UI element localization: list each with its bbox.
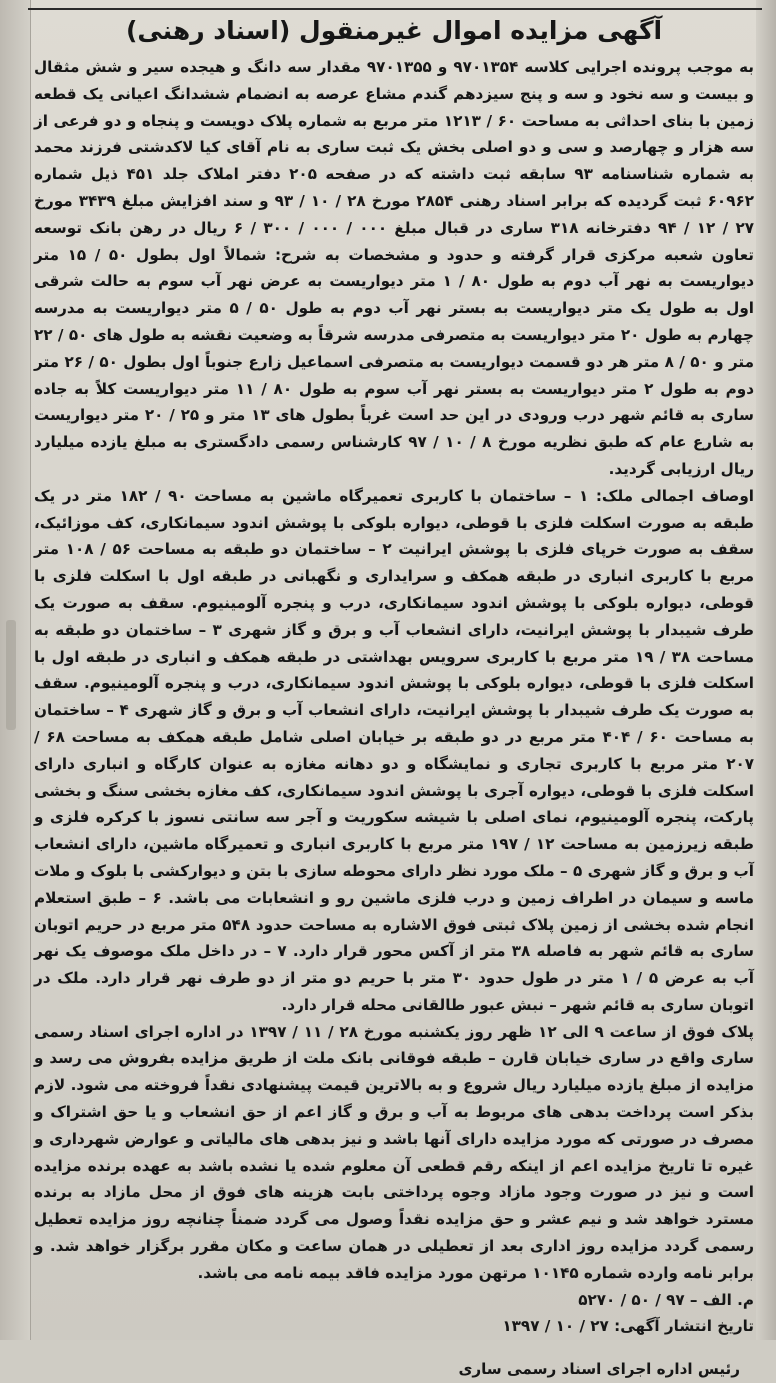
scan-shadow [6,620,16,730]
notice-paragraph-property: به موجب پرونده اجرایی کلاسه ۹۷۰۱۳۵۴ و ۹۷۰۱۳۵۵ مقدار سه دانگ و هیجده سیر و شش مثقال و بیست و سه نخود و سه و پنج سیزدهم گندم مشاع عرصه به انضمام ششدانگ اعیانی یک قطعه زمین با بنای احداثی به مساحت ۶۰ / ۱۲۱۳ متر مربع به شماره پلاک دویست و پنجاه و دو فرعی از سه هزار و چهارصد و سی و دو اصلی بخش یک ثبت ساری به نام آقای کیا لاکدشتی فرزند محمد به شماره شناسنامه ۹۳ سابقه ثبت داشته که در صفحه ۲۰۵ دفتر املاک جلد ۴۵۱ ذیل شماره ۶۰۹۶۲ ثبت گردیده که برابر اسناد رهنی ۲۸۵۴ مورخ ۲۸ / ۱۰ / ۹۳ و سند افزایش مبلغ ۳۴۳۹ مورخ ۲۷ / ۱۲ / ۹۴ دفترخانه ۳۱۸ ساری در قبال مبلغ ۰۰۰ / ۰۰۰ / ۳۰۰ / ۶ ریال در رهن بانک توسعه تعاون شعبه مرکزی قرار گرفته و حدود و مشخصات به شرح: شمالاً اول بطول ۵۰ / ۱۵ متر دیواریست به نهر آب دوم به طول ۸۰ / ۱ متر دیواریست به عرض نهر آب سوم به حالت شرقی اول به طول یک متر دیواریست به بستر نهر آب دوم به طول ۵۰ / ۵ متر دیواریست به مدرسه چهارم به طول ۲۰ متر دیواریست به متصرفی مدرسه شرقاً به وضعیت نقشه به طول های ۵۰ / ۲۲ متر و ۵۰ / ۸ متر هر دو قسمت دیواریست به متصرفی اسماعیل زارع جنوباً اول بطول ۵۰ / ۲۶ متر دوم به طول ۲ متر دیواریست به بستر نهر آب سوم به طول ۸۰ / ۱۱ متر دیواریست کلاً به جاده ساری به قائم شهر درب ورودی در این حد است غرباً بطول های ۱۳ متر و ۲۵ / ۲۰ متر دیواریست به شارع عام که طبق نظریه مورخ ۸ / ۱۰ / ۹۷ کارشناس رسمی دادگستری به مبلغ یازده میلیارد ریال ارزیابی گردید. [34,58,755,478]
notice-paragraph-auction-terms: پلاک فوق از ساعت ۹ الی ۱۲ ظهر روز یکشنبه مورخ ۲۸ / ۱۱ / ۱۳۹۷ در اداره اجرای اسناد رسمی ساری واقع در ساری خیابان قارن – طبقه فوقانی بانک ملت از طریق مزایده بفروش می رسد و مزایده از مبلغ یازده میلیارد ریال شروع و به بالاترین قیمت پیشنهادی نقداً فروخته می شود. لازم بذکر است پرداخت بدهی های مربوط به آب و برق و گاز اعم از حق انشعاب و یا حق اشتراک و مصرف در صورتی که مورد مزایده دارای آنها باشد و نیز بدهی های مالیاتی و عوارض شهرداری و غیره تا تاریخ مزایده اعم از اینکه رقم قطعی آن معلوم شده یا نشده باشد به عهده برنده مزایده است و نیز در صورت وجود مازاد وجوه پرداختی بابت هزینه های فوق از محل مازاد به برنده مسترد خواهد شد و نیم عشر و حق مزایده نقداً وصول می گردد ضمناً چنانچه روز مزایده تعطیل رسمی گردد مزایده روز اداری بعد از تعطیلی در همان ساعت و مکان مقرر برگزار خواهد شد. و برابر نامه وارده شماره ۱۰۱۴۵ مرتهن مورد مزایده فاقد بیمه نامه می باشد. [34,1022,754,1282]
notice-paragraph-description: اوصاف اجمالی ملک: ۱ – ساختمان با کاربری تعمیرگاه ماشین به مساحت ۹۰ / ۱۸۲ متر در یک طبقه به صورت اسکلت فلزی با قوطی، دیواره بلوکی با پوشش اندود سیمانکاری، کف موزائیک، سقف به صورت خرپای فلزی با پوشش ایرانیت ۲ – ساختمان دو طبقه به مساحت ۵۶ / ۱۰۸ متر مربع با کاربری انباری در طبقه همکف و سرایداری و نگهبانی در طبقه اول با اسکلت فلزی با قوطی، دیواره بلوکی با پوشش اندود سیمانکاری، درب و پنجره آلومینیوم. سقف به صورت یک طرف شیبدار با پوشش ایرانیت، دارای انشعاب آب و برق و گاز شهری ۳ – ساختمان دو طبقه به مساحت ۳۸ / ۱۹ متر مربع با کاربری سرویس بهداشتی در طبقه همکف و انباری در طبقه اول با اسکلت فلزی با قوطی، دیواره بلوکی با پوشش اندود سیمانکاری، درب و پنجره آلومینیوم. سقف به صورت یک طرف شیبدار با پوشش ایرانیت، دارای انشعاب آب و برق و گاز شهری ۴ – ساختمان به مساحت ۶۰ / ۴۰۴ متر مربع در دو طبقه بر خیابان اصلی شامل طبقه همکف به مساحت ۶۸ / ۲۰۷ متر مربع با کاربری تجاری و نمایشگاه و دو دهانه مغازه به عنوان کارگاه و انباری دارای اسکلت فلزی با قوطی، دیواره آجری با پوشش اندود سیمانکاری، کف مغازه بخشی سنگ و بخشی پارکت، پنجره آلومینیوم، نمای اصلی با شیشه سکوریت و آجر سه سانتی نسوز با کرکره فلزی و طبقه زیرزمین به مساحت ۱۲ / ۱۹۷ متر مربع با کاربری انباری و تعمیرگاه ماشین، دارای انشعاب آب و برق و گاز شهری ۵ – ملک مورد نظر دارای محوطه سازی با بتن و دیوارکشی با بلوک و ملات ماسه و سیمان در اطراف زمین و درب فلزی ماشین رو و انشعابات می باشد. ۶ – طبق استعلام انجام شده بخشی از زمین پلاک ثبتی فوق الاشاره به مساحت حدود ۵۴۸ متر مربع در حریم اتوبان ساری به قائم شهر به فاصله ۳۸ متر از آکس محور قرار دارد. ۷ – در داخل ملک موصوف یک نهر آب به عرض ۵ / ۱ متر در طول حدود ۳۰ متر با حریم دو متر از دو طرف نهر قرار دارد. ملک در اتوبان ساری به قائم شهر – نبش عبور طالقانی محله قرار دارد. [34,486,755,1014]
auction-notice [34,14,755,1379]
notice-title: آگهی مزایده اموال غیرمنقول (اسناد رهنی) [125,16,663,45]
notice-publish-date: تاریخ انتشار آگهی: ۲۷ / ۱۰ / ۱۳۹۷ [502,1317,754,1336]
notice-signature: رئیس اداره اجرای اسناد رسمی ساری [458,1360,740,1379]
top-rule-divider [28,8,762,10]
notice-reference-number: م. الف – ۹۷ / ۵۰ / ۵۲۷۰ [578,1290,754,1309]
adjacent-column-edge-right [756,0,776,1340]
